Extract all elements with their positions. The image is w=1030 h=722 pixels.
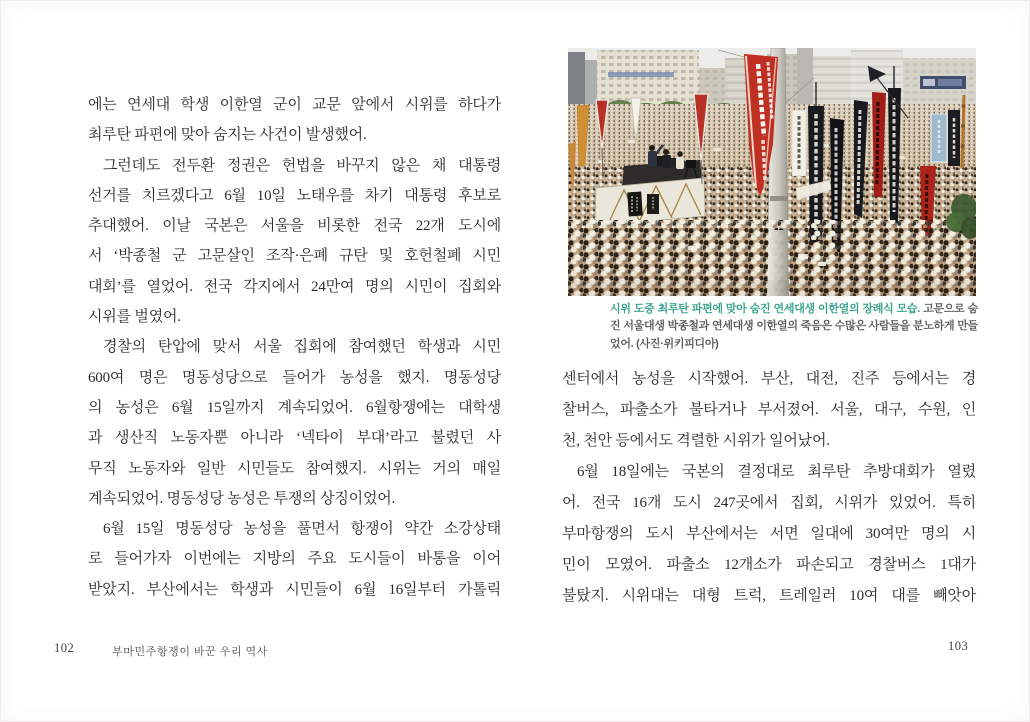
text-line: 과 생산직 노동자뿐 아니라 ‘넥타이 부대’라고 불렸던 사 xyxy=(88,430,501,447)
text-line: 선거를 치르겠다고 6월 10일 노태우를 차기 대통령 후보로 xyxy=(88,187,501,204)
text-line: 추대했어. 이날 국본은 서울을 비롯한 전국 22개 도시에 xyxy=(88,218,501,235)
photo-caption xyxy=(610,301,978,353)
text-line: 의 농성은 6월 15일까지 계속되었어. 6월항쟁에는 대학생 xyxy=(88,399,501,416)
text-line: 에는 연세대 학생 이한열 군이 교문 앞에서 시위를 하다가 xyxy=(88,97,501,113)
running-title: 부마민주항쟁이 바꾼 우리 역사 xyxy=(112,646,268,658)
text-line: 서 ‘박종철 군 고문살인 조작·은폐 규탄 및 호헌철폐 시민 xyxy=(88,248,501,265)
funeral-crowd-photo xyxy=(568,48,976,296)
caption-text: 고문으로 숨진 서울대생 박종철과 연세대생 이한열의 죽음은 수많은 사람들을 분노하게 만들었어. (사진·위키피디아) xyxy=(610,303,978,350)
text-line: 경찰의 탄압에 맞서 서울 집회에 참여했던 학생과 시민 xyxy=(103,339,501,356)
blue-banner xyxy=(931,114,947,162)
text-line: 그런데도 전두환 정권은 헌법을 바꾸지 않은 채 대통령 xyxy=(103,157,501,174)
text-line: 로 들어가자 이번에는 지방의 주요 도시들이 바통을 이어 xyxy=(88,551,501,568)
text-line: 부마항쟁의 도시 부산에서는 서면 일대에 30여만 명의 시 xyxy=(562,526,976,542)
caption-highlight: 시위 도중 최루탄 파편에 맞아 숨진 연세대생 이한열의 장례식 모습. xyxy=(610,303,921,315)
text-line: 최루탄 파편에 맞아 숨지는 사건이 발생했어. xyxy=(88,127,367,144)
text-line: 찰버스, 파출소가 불타거나 부서졌어. 서울, 대구, 수원, 인 xyxy=(562,402,976,418)
text-line: 무직 노동자와 일반 시민들도 참여했지. 시위는 거의 매일 xyxy=(88,460,501,477)
text-line: 천, 천안 등에서도 격렬한 시위가 일어났어. xyxy=(562,433,830,449)
text-line: 시위를 벌였어. xyxy=(88,309,181,326)
text-line: 대회’를 열었어. 전국 각지에서 24만여 명의 시민이 집회와 xyxy=(88,278,501,295)
text-line: 계속되었어. 명동성당 농성은 투쟁의 상징이었어. xyxy=(88,490,396,507)
text-line: 민이 모였어. 파출소 12개소가 파손되고 경찰버스 1대가 xyxy=(562,557,976,573)
text-line: 센터에서 농성을 시작했어. 부산, 대전, 진주 등에서는 경 xyxy=(562,371,976,387)
text-line: 받았지. 부산에서는 학생과 시민들이 6월 16일부터 가톨릭 xyxy=(88,581,501,598)
text-line: 6월 18일에는 국본의 결정대로 최루탄 추방대회가 열렸 xyxy=(577,464,976,480)
page-number-right: 103 xyxy=(948,639,969,653)
page-number-left: 102 xyxy=(54,641,75,655)
right-page-text xyxy=(562,364,976,612)
text-line: 어. 전국 16개 도시 247곳에서 집회, 시위가 있었어. 특히 xyxy=(562,495,976,511)
text-line: 불탔지. 시위대는 대형 트럭, 트레일러 10여 대를 빼앗아 xyxy=(562,588,976,604)
text-line: 6월 15일 명동성당 농성을 풀면서 항쟁이 약간 소강상태 xyxy=(103,521,501,538)
left-page-text xyxy=(88,90,501,605)
text-line: 600여 명은 명동성당으로 들어가 농성을 했지. 명동성당 xyxy=(88,369,501,386)
